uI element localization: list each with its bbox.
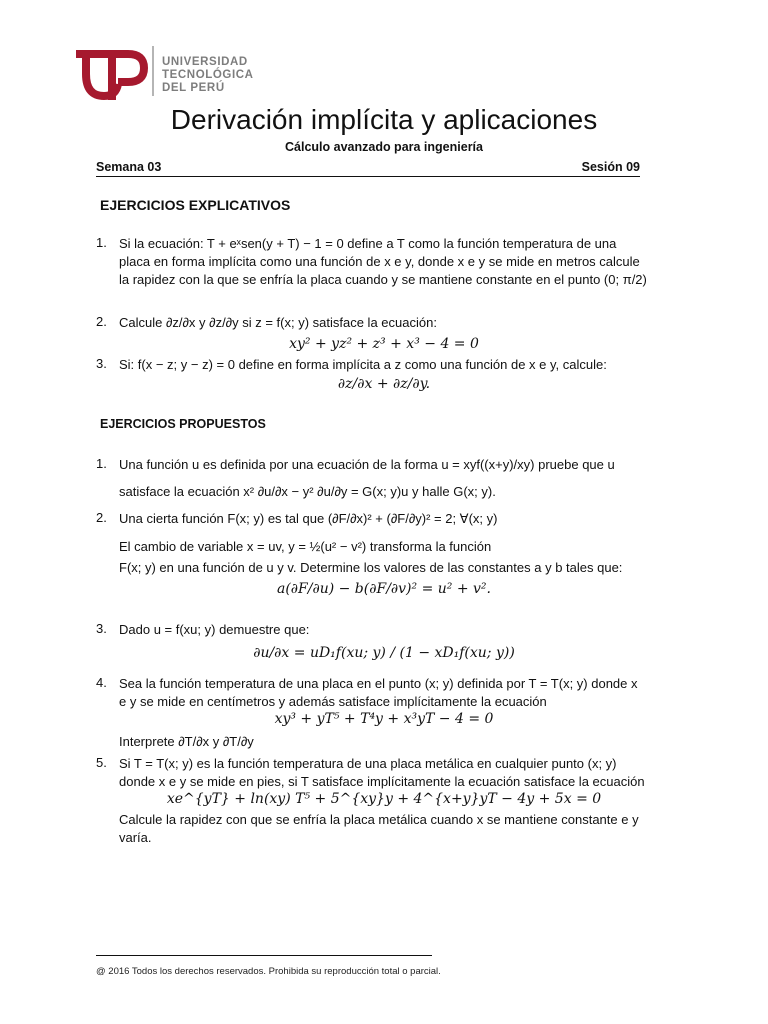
section-heading-propuestos: EJERCICIOS PROPUESTOS: [100, 417, 266, 431]
item-number: 2.: [96, 314, 107, 329]
university-name-line-2: TECNOLÓGICA: [162, 69, 254, 81]
propuesto-4-line-2: e y se mide en centímetros y además satisface implícitamente la ecuación: [119, 694, 547, 709]
propuesto-3-equation: ∂u/∂x = uD₁f(xu; y) / (1 − xD₁f(xu; y)): [253, 645, 515, 661]
item-number: 3.: [96, 621, 107, 636]
propuesto-1-line-2: satisface la ecuación x² ∂u/∂x − y² ∂u/∂y = G(x; y)u y halle G(x; y).: [119, 484, 496, 499]
logo-divider: [152, 46, 154, 96]
item-number: 5.: [96, 755, 107, 770]
item-number: 2.: [96, 510, 107, 525]
header-rule: [96, 176, 640, 177]
explicativo-3-equation: ∂z/∂x + ∂z/∂y.: [337, 376, 431, 392]
explicativo-1-line-1: Si la ecuación: T + eˣsen(y + T) − 1 = 0 define a T como la función temperatura de una: [119, 236, 617, 251]
propuesto-2-line-3: F(x; y) en una función de u y v. Determine los valores de las constantes a y b tales que:: [119, 560, 623, 575]
footer-rule: [96, 955, 432, 956]
university-name-line-1: UNIVERSIDAD: [162, 56, 248, 68]
explicativo-3-line-1: Si: f(x − z; y − z) = 0 define en forma implícita a z como una función de x e y, calcule:: [119, 357, 607, 372]
document-title: Derivación implícita y aplicaciones: [170, 104, 598, 135]
copyright-footer: @ 2016 Todos los derechos reservados. Prohibida su reproducción total o parcial.: [96, 966, 441, 977]
explicativo-1-line-3: la rapidez con la que se enfría la placa cuando y se mantiene constante en el punto (0; π/2): [119, 272, 647, 287]
session-label: Sesión 09: [581, 160, 640, 174]
propuesto-5-line-1: Si T = T(x; y) es la función temperatura de una placa metálica en cualquier punto (x; y): [119, 756, 617, 771]
propuesto-4-equation: xy³ + yT⁵ + T⁴y + x³yT − 4 = 0: [274, 711, 494, 727]
section-heading-explicativos: EJERCICIOS EXPLICATIVOS: [100, 197, 291, 213]
propuesto-5-line-3: Calcule la rapidez con que se enfría la placa metálica cuando x se mantiene constante e y: [119, 812, 639, 827]
document-subtitle: Cálculo avanzado para ingeniería: [285, 140, 483, 154]
propuesto-5-line-2: donde x e y se mide en pies, si T satisface implícitamente la ecuación satisface la ecuación: [119, 774, 645, 789]
item-number: 1.: [96, 235, 107, 250]
explicativo-1-line-2: placa en forma implícita como una función de x e y, donde x e y se mide en metros calcule: [119, 254, 640, 269]
item-number: 3.: [96, 356, 107, 371]
week-label: Semana 03: [96, 160, 162, 174]
propuesto-5-equation: xe^{yT} + ln(xy) T⁵ + 5^{xy}y + 4^{x+y}yT − 4y + 5x = 0: [166, 791, 602, 807]
explicativo-2-line-1: Calcule ∂z/∂x y ∂z/∂y si z = f(x; y) satisface la ecuación:: [119, 315, 437, 330]
university-name-line-3: DEL PERÚ: [162, 82, 225, 94]
propuesto-5-line-4: varía.: [119, 830, 152, 845]
item-number: 1.: [96, 456, 107, 471]
propuesto-2-line-1: Una cierta función F(x; y) es tal que (∂F/∂x)² + (∂F/∂y)² = 2; ∀(x; y): [119, 511, 498, 526]
propuesto-2-line-2: El cambio de variable x = uv, y = ½(u² − v²) transforma la función: [119, 539, 492, 554]
propuesto-2-equation: a(∂F/∂u) − b(∂F/∂v)² = u² + v².: [276, 581, 491, 597]
propuesto-4-line-3: Interprete ∂T/∂x y ∂T/∂y: [119, 734, 254, 749]
item-number: 4.: [96, 675, 107, 690]
propuesto-3-line-1: Dado u = f(xu; y) demuestre que:: [119, 622, 310, 637]
propuesto-1-line-1: Una función u es definida por una ecuación de la forma u = xyf((x+y)/xy) pruebe que u: [119, 457, 615, 472]
explicativo-2-equation: xy² + yz² + z³ + x³ − 4 = 0: [289, 336, 479, 352]
utp-logo-mark: [72, 40, 148, 104]
propuesto-4-line-1: Sea la función temperatura de una placa en el punto (x; y) definida por T = T(x; y) donde x: [119, 676, 638, 691]
